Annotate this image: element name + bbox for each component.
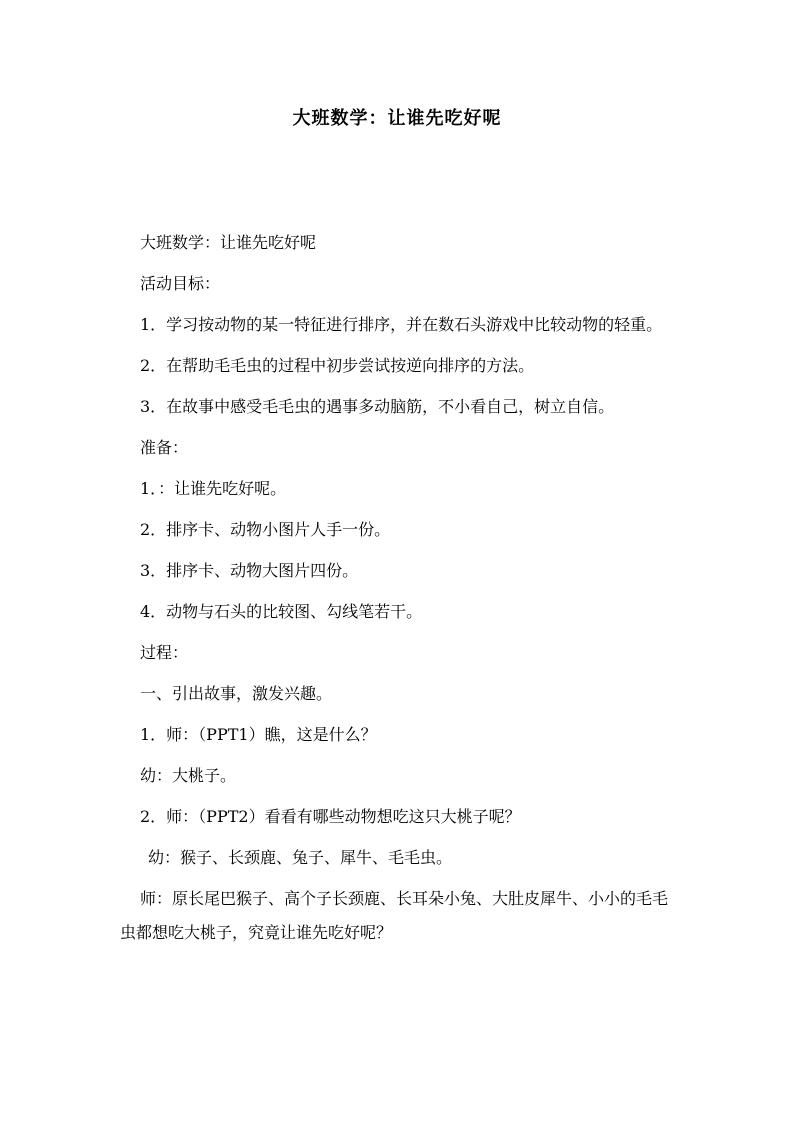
paragraph: 2．排序卡、动物小图片人手一份。 bbox=[140, 520, 391, 539]
paragraph: 活动目标： bbox=[140, 274, 221, 293]
document-title: 大班数学：让谁先吃好呢 bbox=[292, 108, 502, 129]
paragraph: 幼：大桃子。 bbox=[140, 766, 237, 785]
document-body bbox=[120, 226, 680, 957]
paragraph: 4．动物与石头的比较图、勾线笔若干。 bbox=[140, 602, 423, 621]
paragraph: 准备： bbox=[140, 438, 189, 457]
paragraph: 3．排序卡、动物大图片四份。 bbox=[140, 561, 359, 580]
paragraph: 师：原长尾巴猴子、高个子长颈鹿、长耳朵小兔、大肚皮犀牛、小小的毛毛虫都想吃大桃子，究竟让谁先吃好呢？ bbox=[120, 889, 669, 942]
paragraph: 3．在故事中感受毛毛虫的遇事多动脑筋，不小看自己，树立自信。 bbox=[140, 397, 615, 416]
paragraph: 2．师：（PPT2）看看有哪些动物想吃这只大桃子呢？ bbox=[140, 807, 521, 826]
paragraph: 幼：猴子、长颈鹿、兔子、犀牛、毛毛虫。 bbox=[148, 848, 453, 867]
paragraph: 1．学习按动物的某一特征进行排序，并在数石头游戏中比较动物的轻重。 bbox=[140, 315, 663, 334]
paragraph: 1．：让谁先吃好呢。 bbox=[140, 479, 287, 498]
paragraph: 一、引出故事，激发兴趣。 bbox=[140, 684, 333, 703]
paragraph: 1．师：（PPT1）瞧，这是什么？ bbox=[140, 725, 377, 744]
paragraph: 过程： bbox=[140, 643, 189, 662]
paragraph: 大班数学：让谁先吃好呢 bbox=[140, 233, 317, 252]
paragraph: 2．在帮助毛毛虫的过程中初步尝试按逆向排序的方法。 bbox=[140, 356, 535, 375]
